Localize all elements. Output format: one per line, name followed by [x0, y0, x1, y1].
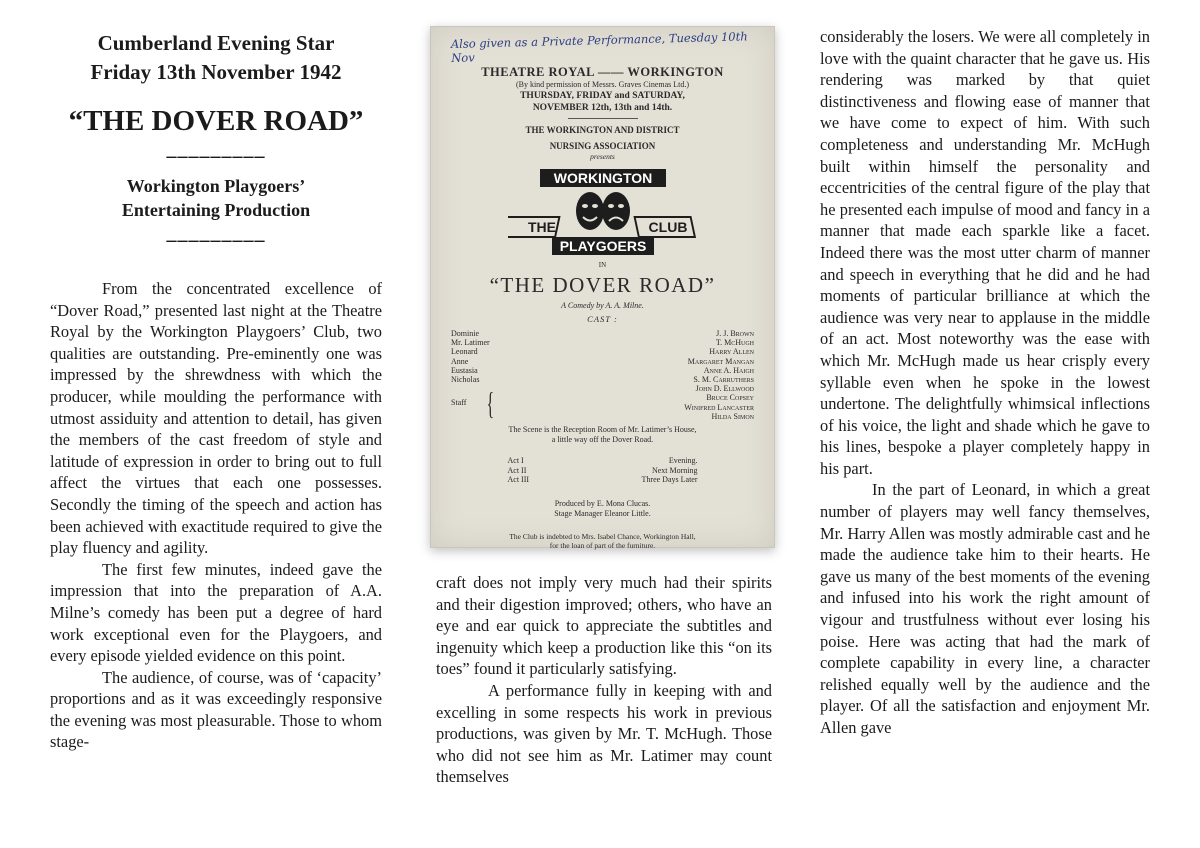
right-column [820, 0, 1150, 739]
paragraph: From the concentrated excellence of “Dover Road,” presented last night at the Theatre Royal by the Workington Playgoers’ Club, two qualities are outstanding. Pre-eminently one was impressed by the shrewdness with which the producer, while moulding the performance with utmost assiduity and attention to detail, has given the members of the cast freedom of style and latitude of expression in order to bring out to full affect the virtues that each one possesses. Secondly the timing of the speech and action has been achieved with exactitude required to give the play fluency and agility. [50, 279, 382, 558]
playgoers-club-logo [508, 167, 698, 259]
programme-acknowledgement: The Club is indebted to Mrs. Isabel Chance, Workington Hall, for the loan of part of the furniture. [509, 531, 696, 551]
staff-label: Staff [451, 398, 467, 408]
masthead-newspaper: Cumberland Evening Star [97, 31, 335, 55]
programme-in: IN [598, 261, 607, 269]
cast-row: Leonard Harry Allen [451, 347, 754, 357]
article-subhead [50, 174, 382, 222]
cast-list [451, 329, 754, 421]
divider-bottom: _________ [166, 222, 266, 244]
cast-row: Eustasia Anne A. Haigh [451, 365, 754, 375]
brace: { [486, 384, 495, 421]
act-row: Act II Next Morning [507, 465, 698, 475]
svg-text:CLUB: CLUB [648, 219, 687, 235]
programme-association-1: THE WORKINGTON AND DISTRICT [525, 125, 680, 135]
article-text-col1 [50, 278, 382, 753]
acts-list [508, 456, 698, 485]
masthead [50, 29, 382, 87]
divider-top: _________ [166, 138, 266, 160]
theatre-masks-icon [576, 192, 630, 230]
programme-dates: NOVEMBER 12th, 13th and 14th. [532, 103, 673, 113]
svg-text:PLAYGOERS: PLAYGOERS [559, 238, 646, 254]
subhead-line-2: Entertaining Production [121, 200, 311, 220]
programme-credits: Produced by E. Mona Clucas. Stage Manager Eleanor Little. [554, 498, 651, 518]
programme-association-2: NURSING ASSOCIATION [549, 141, 656, 151]
paragraph: The first few minutes, indeed gave the impression that into the preparation of A.A. Milne’s comedy has been put a degree of hard work exceptional even for the Playgoers, and every episode yielded evidence on this point. [50, 559, 382, 666]
theatre-programme-image [430, 26, 775, 551]
programme-rule [568, 118, 638, 119]
article-text-col2 [436, 572, 772, 788]
programme-theatre: THEATRE ROYAL —— WORKINGTON [481, 65, 724, 79]
staff-group [451, 384, 754, 421]
paragraph: The audience, of course, was of ‘capacity’ proportions and as it was exceedingly responsive the evening was most pleasurable. Those to whom stage- [50, 667, 382, 752]
left-column [50, 0, 382, 753]
svg-text:WORKINGTON: WORKINGTON [553, 170, 652, 186]
act-row: Act I Evening. [507, 456, 698, 466]
programme-cast-heading: CAST : [587, 314, 618, 324]
programme-play-title: “THE DOVER ROAD” [489, 273, 716, 297]
cast-row: Dominie J. J. Brown [451, 329, 754, 338]
paragraph: craft does not imply very much had their spirits and their digestion improved; others, who have an eye and ear quick to appreciate the subtitles and ingenuity which keep a production like this “on its toes” found it particularly satisfying. [436, 573, 772, 679]
cast-row: Nicholas S. M. Carruthers [451, 375, 754, 385]
act-row: Act III Three Days Later [507, 475, 698, 485]
staff-names: John D. Ellwood Bruce Copsey Winifred Lancaster Hilda Simon [684, 384, 754, 421]
cast-row: Anne Margaret Mangan [451, 356, 754, 366]
paragraph: A performance fully in keeping with and excelling in some respects his work in previous productions, was given by Mr. T. McHugh. Those who did not see him as Mr. Latimer may count themselves [436, 680, 772, 787]
article-headline: “THE DOVER ROAD” [68, 105, 364, 137]
programme-scene: The Scene is the Reception Room of Mr. Latimer’s House, a little way off the Dover Road. [508, 425, 697, 444]
paragraph: In the part of Leonard, in which a great number of players may well fancy themselves, Mr. Harry Allen was mostly admirable cast and he made the audience take him to their hearts. He gave us many of the best moments of the evening and infused into his work the right amount of vigour and trustfulness without ever losing his poise. Here was acting that had the mark of complete capability in every line, a character relished equally well by the audience and the player. Of all the satisfaction and enjoyment Mr. Allen gave [820, 480, 1151, 737]
subhead-line-1: Workington Playgoers’ [126, 176, 306, 196]
programme-author: A Comedy by A. A. Milne. [561, 301, 644, 310]
programme-presents: presents [590, 152, 615, 161]
cast-row: Mr. Latimer T. McHugh [451, 338, 754, 348]
paragraph: considerably the losers. We were all completely in love with the quaint character that he gave us. His rendering was marked by that quiet distinctiveness and flowing ease of manner that we have come to expect of him. With such completeness and understanding Mr. McHugh built within himself the personality and eccentricities of the central figure of the play that he presented each impulse of mood and fancy in a manner that made each sparkle like a facet. Indeed there was the most utter charm of manner and speech in everything that he did and he had moments of particular brilliance at which the audience was very near to applause in the middle of an act. Most noteworthy was the ease with which Mr. McHugh made us hear crisply every syllable even when he spoke in the lowest undertone. The delightfully whimsical inflections of his voice, the light and shade which he gave to his lines, bespoke a player completely happy in his part. [820, 27, 1150, 478]
masthead-date: Friday 13th November 1942 [90, 60, 342, 84]
handwritten-note: Also given as a Private Performance, Tuesday 10th Nov [450, 29, 748, 66]
programme-permission: (By kind permission of Messrs. Graves Cinemas Ltd.) [515, 80, 690, 89]
programme-days: THURSDAY, FRIDAY and SATURDAY, [520, 91, 685, 101]
svg-text:THE: THE [527, 219, 556, 235]
article-text-col3 [820, 26, 1150, 739]
